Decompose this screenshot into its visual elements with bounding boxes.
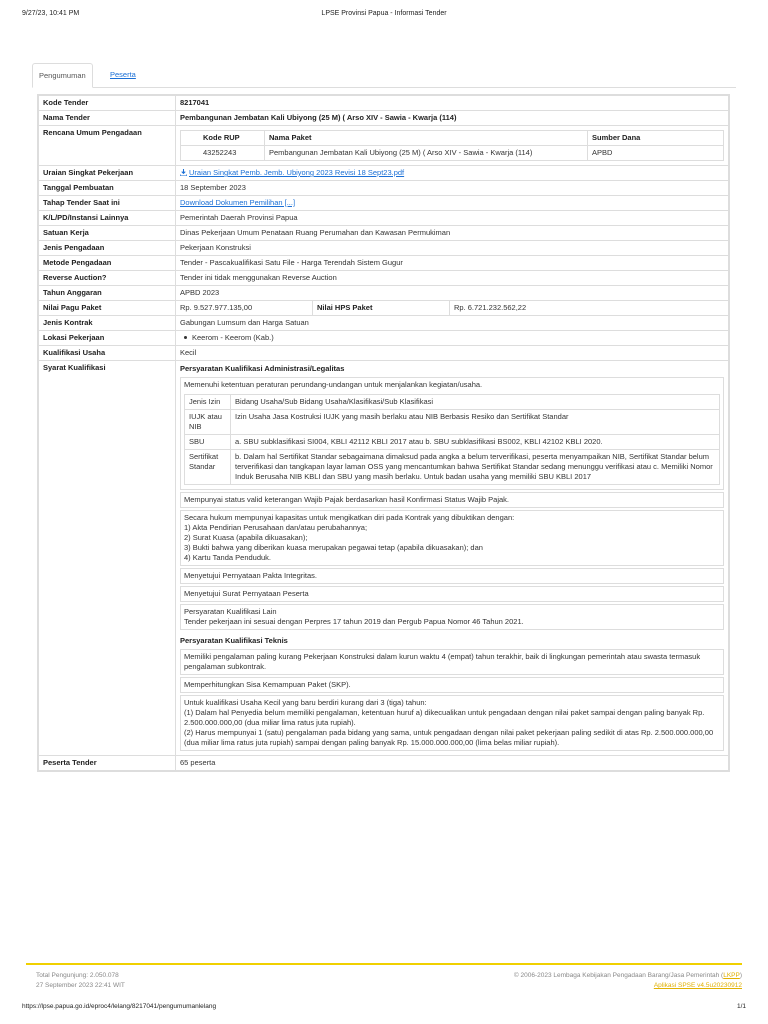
surat-peserta-box: Menyetujui Surat Pernyataan Peserta — [180, 586, 724, 602]
row-jenis-kontrak — [39, 316, 729, 331]
hukum-line: Secara hukum mempunyai kapasitas untuk mengikatkan diri pada Kontrak yang dibuktikan dengan: — [184, 513, 515, 522]
value-jenis-kontrak: Gabungan Lumsum dan Harga Satuan — [176, 316, 729, 331]
hukum-box — [180, 510, 724, 566]
row-kualifikasi — [39, 346, 729, 361]
value-klpd: Pemerintah Daerah Provinsi Papua — [176, 211, 729, 226]
value-tahun: APBD 2023 — [176, 286, 729, 301]
label-rup: Rencana Umum Pengadaan — [39, 126, 176, 166]
label-uraian: Uraian Singkat Pekerjaan — [39, 166, 176, 181]
value-hps: Rp. 6.721.232.562,22 — [450, 301, 729, 316]
izin-cell: Jenis Izin — [185, 395, 231, 410]
row-nama-tender — [39, 111, 729, 126]
row-syarat — [39, 361, 729, 756]
tab-pengumuman[interactable]: Pengumuman — [32, 63, 93, 88]
row-satker — [39, 226, 729, 241]
label-hps: Nilai HPS Paket — [313, 301, 450, 316]
tender-info-panel — [37, 94, 730, 772]
teknis-section-title: Persyaratan Kualifikasi Teknis — [180, 636, 288, 645]
site-footer — [26, 963, 742, 993]
row-tahap — [39, 196, 729, 211]
value-tahap — [176, 196, 729, 211]
rup-header-sumber: Sumber Dana — [588, 131, 724, 146]
download-dokumen-link[interactable]: Download Dokumen Pemilihan [...] — [180, 198, 296, 207]
label-tanggal: Tanggal Pembuatan — [39, 181, 176, 196]
row-jenis-pengadaan — [39, 241, 729, 256]
row-kode-tender — [39, 96, 729, 111]
izin-cell: IUJK atau NIB — [185, 410, 231, 435]
app-version-link[interactable]: Aplikasi SPSE v4.5u20230912 — [653, 982, 742, 989]
label-kualifikasi: Kualifikasi Usaha — [39, 346, 176, 361]
admin-requirements-box — [180, 377, 724, 490]
footer-right — [514, 971, 742, 991]
izin-cell: Izin Usaha Jasa Kostruksi IUJK yang masih berlaku atau NIB Berbasis Resiko dan Sertifikat Standar — [231, 410, 720, 435]
row-rup — [39, 126, 729, 166]
value-kode-tender: 8217041 — [176, 96, 729, 111]
print-page-number: 1/1 — [736, 1003, 746, 1010]
label-jenis-kontrak: Jenis Kontrak — [39, 316, 176, 331]
label-lokasi: Lokasi Pekerjaan — [39, 331, 176, 346]
rup-cell-sumber: APBD — [588, 146, 724, 161]
value-satker: Dinas Pekerjaan Umum Penataan Ruang Perumahan dan Kawasan Permukiman — [176, 226, 729, 241]
label-nama-tender: Nama Tender — [39, 111, 176, 126]
pajak-box: Mempunyai status valid keterangan Wajib Pajak berdasarkan hasil Konfirmasi Status Wajib Pajak. — [180, 492, 724, 508]
row-tahun — [39, 286, 729, 301]
value-uraian — [176, 166, 729, 181]
teknis-line: (2) Harus mempunyai 1 (satu) pengalaman pada bidang yang sama, untuk pengadaan dengan nilai paket pekerjaan paling sedikit di atas Rp. 2.500.000.000,00 (dua miliar lima ratus juta rupiah) sampai dengan paling banyak Rp. 15.000.000.000,00 (lima belas miliar rupiah). — [184, 728, 714, 747]
uraian-download-link[interactable] — [180, 168, 404, 177]
rup-cell-kode: 43252243 — [181, 146, 265, 161]
value-rup — [176, 126, 729, 166]
row-pagu-hps — [39, 301, 729, 316]
value-peserta: 65 peserta — [176, 756, 729, 771]
label-tahap: Tahap Tender Saat ini — [39, 196, 176, 211]
rup-cell-nama: Pembangunan Jembatan Kali Ubiyong (25 M) ( Arso XIV - Sawia - Kwarja (114) — [265, 146, 588, 161]
label-peserta: Peserta Tender — [39, 756, 176, 771]
label-reverse: Reverse Auction? — [39, 271, 176, 286]
value-metode: Tender - Pascakualifikasi Satu File - Harga Terendah Sistem Gugur — [176, 256, 729, 271]
row-metode — [39, 256, 729, 271]
print-header — [22, 10, 746, 22]
tab-peserta[interactable]: Peserta — [110, 70, 136, 79]
copyright-text: © 2006-2023 Lembaga Kebijakan Pengadaan Barang/Jasa Pemerintah ( — [513, 972, 724, 979]
teknis-box-2: Memperhitungkan Sisa Kemampuan Paket (SKP). — [180, 677, 724, 693]
admin-section-title: Persyaratan Kualifikasi Administrasi/Legalitas — [180, 364, 345, 373]
kualifikasi-lain-box — [180, 604, 724, 630]
footer-datetime: 27 September 2023 22:41 WIT — [36, 982, 125, 989]
print-title: LPSE Provinsi Papua - Informasi Tender — [321, 10, 447, 17]
value-lokasi — [176, 331, 729, 346]
visitor-count: Total Pengunjung: 2.050.078 — [36, 972, 119, 979]
lokasi-list-item — [180, 333, 724, 343]
hukum-line: 3) Bukti bahwa yang diberikan kuasa merupakan pegawai tetap (apabila dikuasakan); dan — [184, 543, 483, 552]
izin-cell: Sertifikat Standar — [185, 450, 231, 485]
lain-line: Persyaratan Kualifikasi Lain — [184, 607, 277, 616]
value-tanggal: 18 September 2023 — [176, 181, 729, 196]
value-kualifikasi: Kecil — [176, 346, 729, 361]
label-syarat: Syarat Kualifikasi — [39, 361, 176, 756]
lokasi-text: Keerom - Keerom (Kab.) — [192, 333, 274, 342]
value-pagu: Rp. 9.527.977.135,00 — [176, 301, 313, 316]
lain-line: Tender pekerjaan ini sesuai dengan Perpres 17 tahun 2019 dan Pergub Papua Nomor 46 Tahun 2021. — [184, 617, 524, 626]
row-peserta — [39, 756, 729, 771]
hukum-line: 1) Akta Pendirian Perusahaan dan/atau perubahannya; — [184, 523, 368, 532]
hukum-line: 4) Kartu Tanda Penduduk. — [184, 553, 272, 562]
izin-cell: b. Dalam hal Sertifikat Standar sebagaimana dimaksud pada angka a belum terverifikasi, peserta menyampaikan NIB, Sertifikat Standar belum terverifikasi dan tangkapan layar laman OSS yang mencantumkan bahwa Sertifikat Standar sedang menunggu verifikasi atau c. Memiliki Nomor Induk Berusaha NIB KBLI dan SBU yang masih berlaku. Untuk badan usaha yang memiliki SBU KBLI 2017 — [231, 450, 720, 485]
izin-table — [184, 394, 720, 485]
rup-header-nama: Nama Paket — [265, 131, 588, 146]
label-klpd: K/L/PD/Instansi Lainnya — [39, 211, 176, 226]
download-icon — [180, 169, 187, 176]
uraian-link-text: Uraian Singkat Pemb. Jemb. Ubiyong 2023 Revisi 18 Sept23.pdf — [189, 168, 405, 177]
izin-cell: SBU — [185, 435, 231, 450]
value-reverse: Tender ini tidak menggunakan Reverse Auction — [176, 271, 729, 286]
tab-bar — [32, 63, 736, 88]
footer-copyright — [514, 971, 742, 981]
value-syarat — [176, 361, 729, 756]
label-kode-tender: Kode Tender — [39, 96, 176, 111]
pakta-box: Menyetujui Pernyataan Pakta Integritas. — [180, 568, 724, 584]
print-timestamp: 9/27/23, 10:41 PM — [22, 10, 80, 17]
row-tanggal — [39, 181, 729, 196]
admin-intro: Memenuhi ketentuan peraturan perundang-undangan untuk menjalankan kegiatan/usaha. — [184, 380, 483, 389]
bullet-icon — [184, 336, 187, 339]
row-lokasi — [39, 331, 729, 346]
label-tahun: Tahun Anggaran — [39, 286, 176, 301]
teknis-line: (1) Dalam hal Penyedia belum memiliki pengalaman, ketentuan huruf a) dikecualikan untuk pengadaan dengan nilai paket sampai dengan paling banyak Rp. 2.500.000.000,00 (dua miliar lima ratus juta rupiah). — [184, 708, 705, 727]
label-metode: Metode Pengadaan — [39, 256, 176, 271]
izin-cell: a. SBU subklasifikasi SI004, KBLI 42112 KBLI 2017 atau b. SBU subklasifikasi BS002, KBLI 42102 KBLI 2020. — [231, 435, 720, 450]
izin-cell: Bidang Usaha/Sub Bidang Usaha/Klasifikasi/Sub Klasifikasi — [231, 395, 720, 410]
teknis-box-3 — [180, 695, 724, 751]
teknis-box-1: Memiliki pengalaman paling kurang Pekerjaan Konstruksi dalam kurun waktu 4 (empat) tahun terakhir, baik di lingkungan pemerintah atau swasta termasuk pengalaman subkontrak. — [180, 649, 724, 675]
copyright-end: ) — [739, 972, 742, 979]
print-url: https://lpse.papua.go.id/eproc4/lelang/8217041/pengumumanlelang — [22, 1003, 217, 1010]
value-jenis-pengadaan: Pekerjaan Konstruksi — [176, 241, 729, 256]
hukum-line: 2) Surat Kuasa (apabila dikuasakan); — [184, 533, 308, 542]
rup-table — [180, 130, 724, 161]
label-pagu: Nilai Pagu Paket — [39, 301, 176, 316]
teknis-line: Untuk kualifikasi Usaha Kecil yang baru berdiri kurang dari 3 (tiga) tahun: — [184, 698, 427, 707]
label-satker: Satuan Kerja — [39, 226, 176, 241]
row-klpd — [39, 211, 729, 226]
tender-info-table — [38, 95, 729, 771]
row-uraian — [39, 166, 729, 181]
row-reverse — [39, 271, 729, 286]
rup-header-kode: Kode RUP — [181, 131, 265, 146]
label-jenis-pengadaan: Jenis Pengadaan — [39, 241, 176, 256]
value-nama-tender: Pembangunan Jembatan Kali Ubiyong (25 M) ( Arso XIV - Sawia - Kwarja (114) — [176, 111, 729, 126]
lkpp-link[interactable]: LKPP — [723, 972, 740, 979]
footer-left — [36, 971, 125, 991]
